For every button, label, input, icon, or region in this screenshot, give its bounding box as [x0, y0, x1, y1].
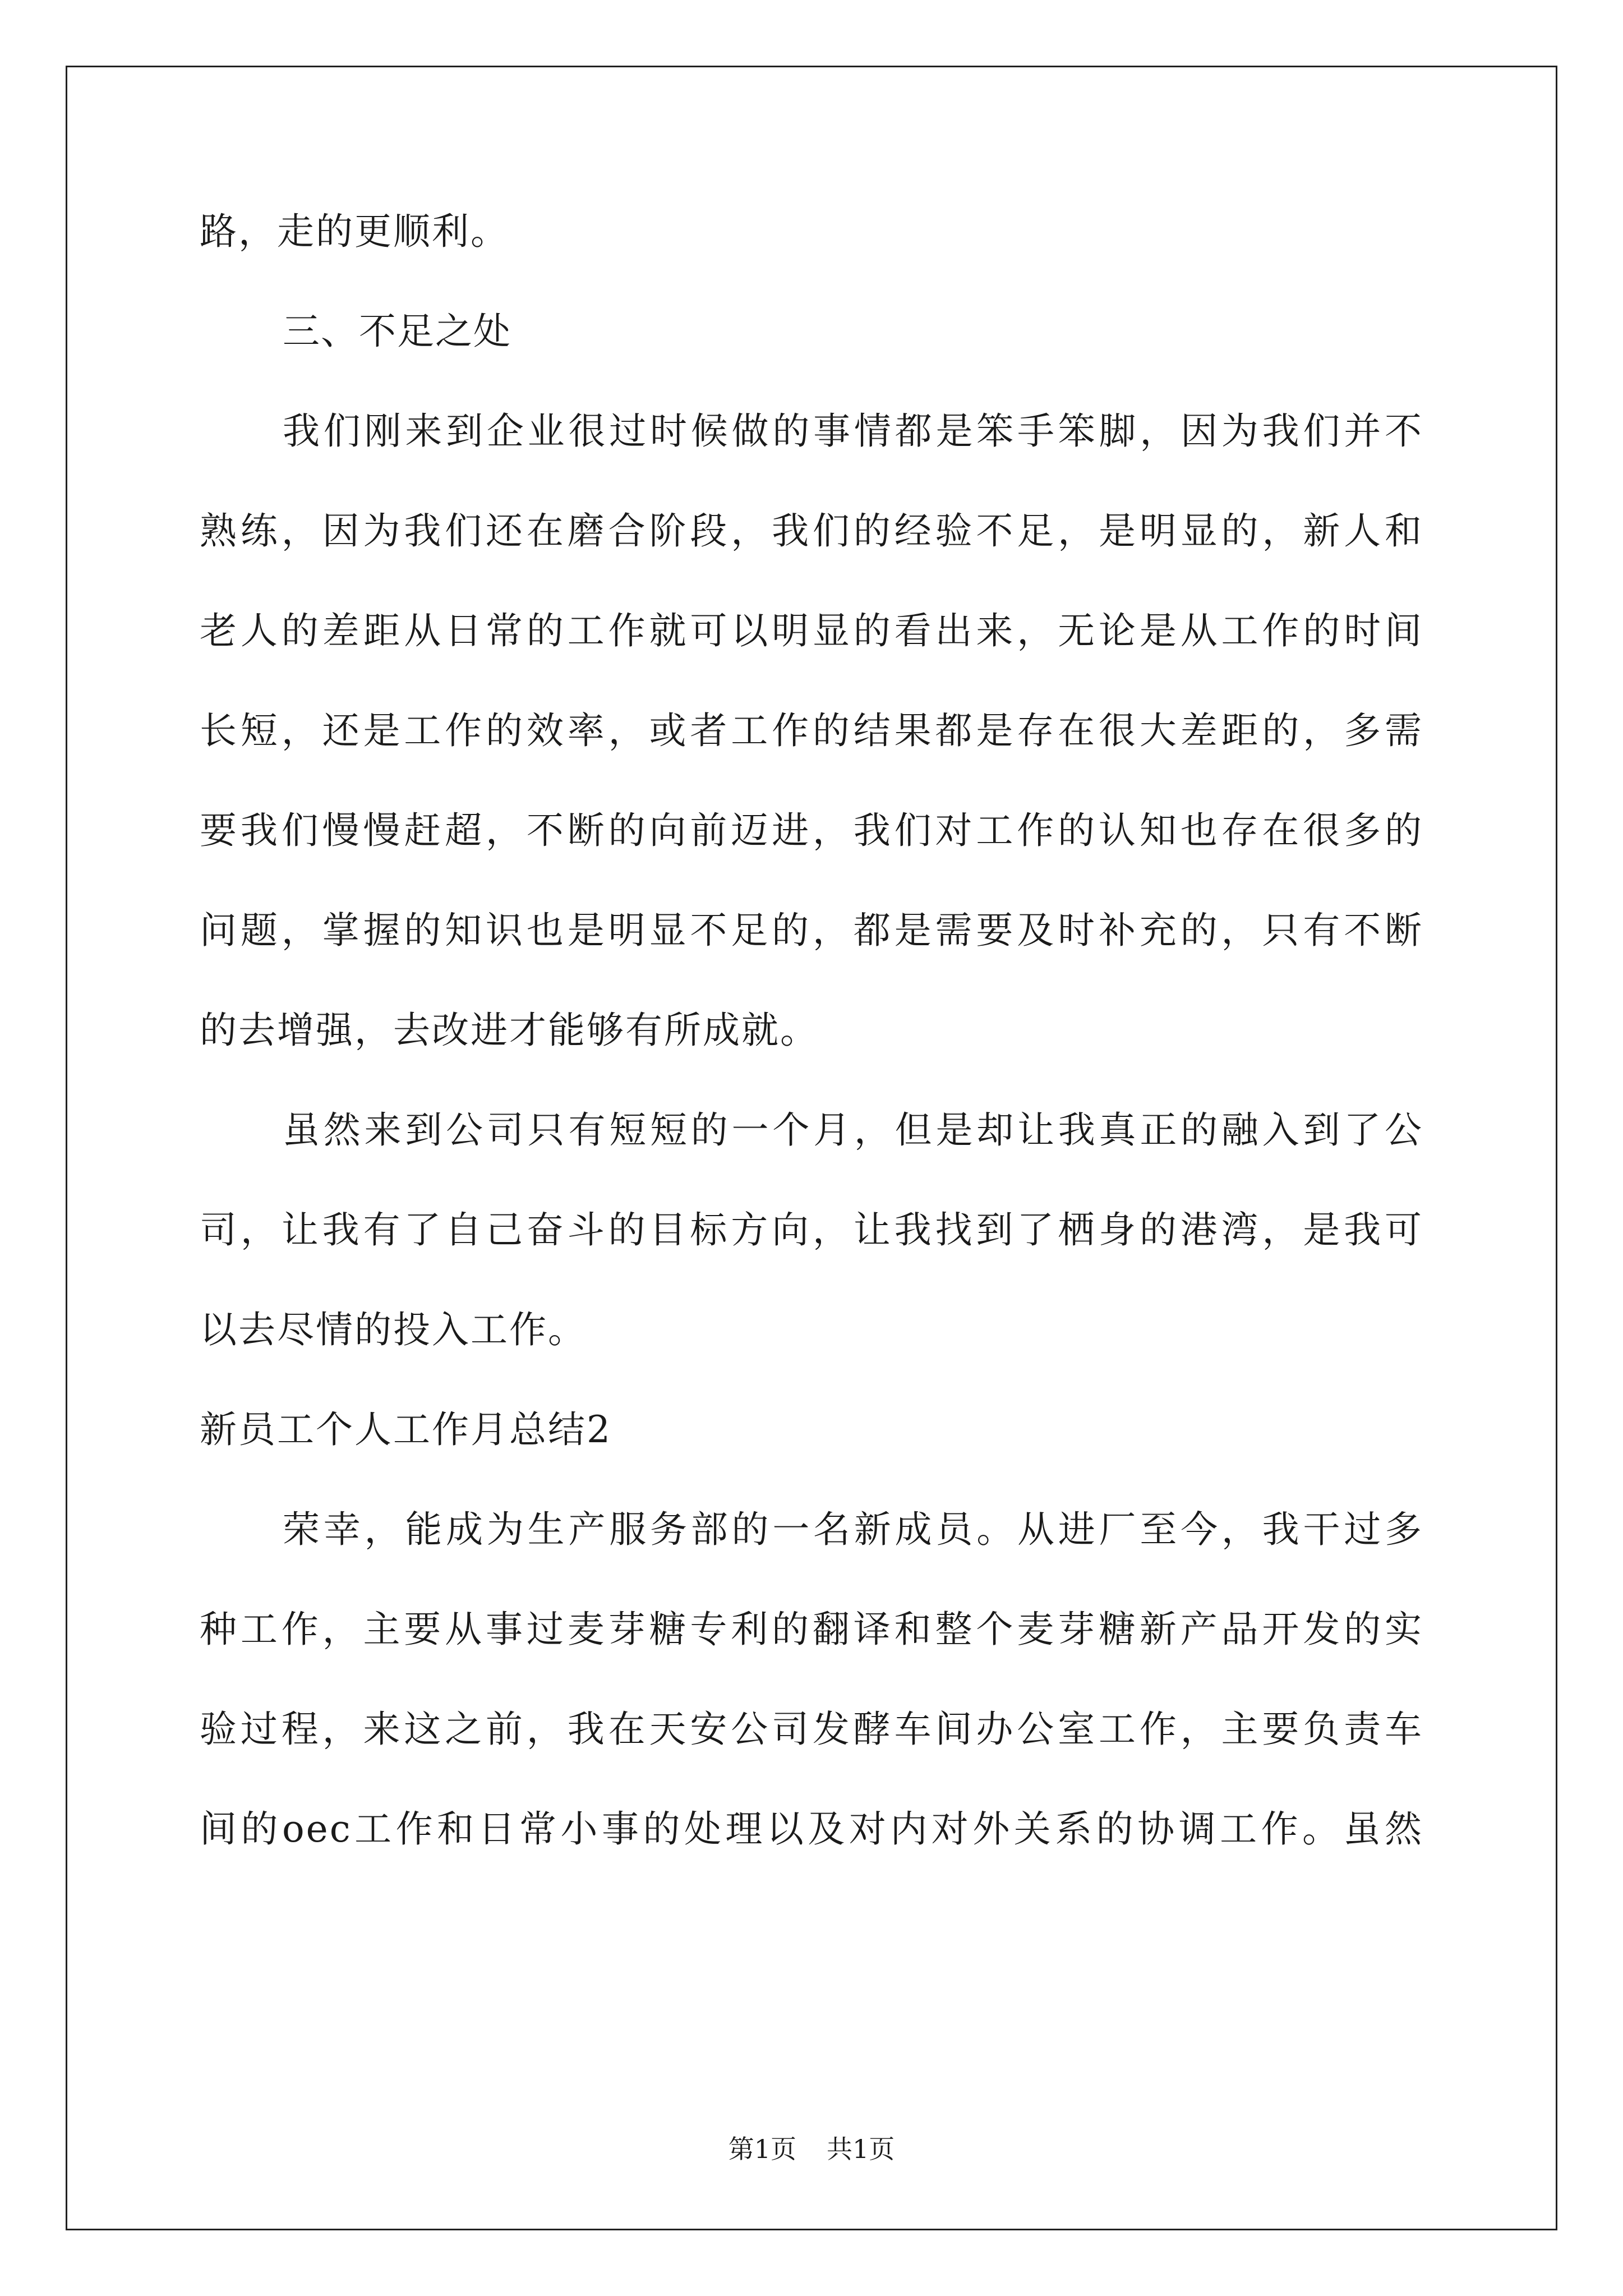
paragraph-line: 问题，掌握的知识也是明显不足的，都是需要及时补充的，只有不断: [200, 909, 1423, 952]
paragraph-line: 司，让我有了自己奋斗的目标方向，让我找到了栖身的港湾，是我可: [200, 1208, 1423, 1251]
article-title: 新员工个人工作月总结2: [200, 1408, 612, 1451]
page-footer: [0, 2136, 1623, 2162]
section-heading: 三、不足之处: [283, 310, 511, 353]
paragraph-line: 间的oec工作和日常小事的处理以及对内对外关系的协调工作。虽然: [200, 1807, 1423, 1851]
paragraph-line: 以去尽情的投入工作。: [200, 1308, 587, 1351]
paragraph-line: 我们刚来到企业很过时候做的事情都是笨手笨脚，因为我们并不: [283, 409, 1423, 453]
page-number: 第1页: [728, 2134, 796, 2164]
paragraph-line: 要我们慢慢赶超，不断的向前迈进，我们对工作的认知也存在很多的: [200, 809, 1423, 852]
paragraph-line: 的去增强，去改进才能够有所成就。: [200, 1009, 819, 1052]
paragraph-line: 熟练，因为我们还在磨合阶段，我们的经验不足，是明显的，新人和: [200, 509, 1423, 553]
paragraph-line: 路，走的更顺利。: [200, 210, 509, 253]
paragraph-line: 老人的差距从日常的工作就可以明显的看出来，无论是从工作的时间: [200, 609, 1423, 652]
paragraph-line: 荣幸，能成为生产服务部的一名新成员。从进厂至今，我干过多: [283, 1508, 1423, 1551]
paragraph-line: 长短，还是工作的效率，或者工作的结果都是存在很大差距的，多需: [200, 709, 1423, 752]
paragraph-line: 种工作，主要从事过麦芽糖专利的翻译和整个麦芽糖新产品开发的实: [200, 1608, 1423, 1651]
page-total: 共1页: [827, 2134, 895, 2164]
paragraph-line: 虽然来到公司只有短短的一个月，但是却让我真正的融入到了公: [283, 1108, 1423, 1152]
document-body: [200, 210, 1423, 1911]
paragraph-line: 验过程，来这之前，我在天安公司发酵车间办公室工作，主要负责车: [200, 1708, 1423, 1751]
